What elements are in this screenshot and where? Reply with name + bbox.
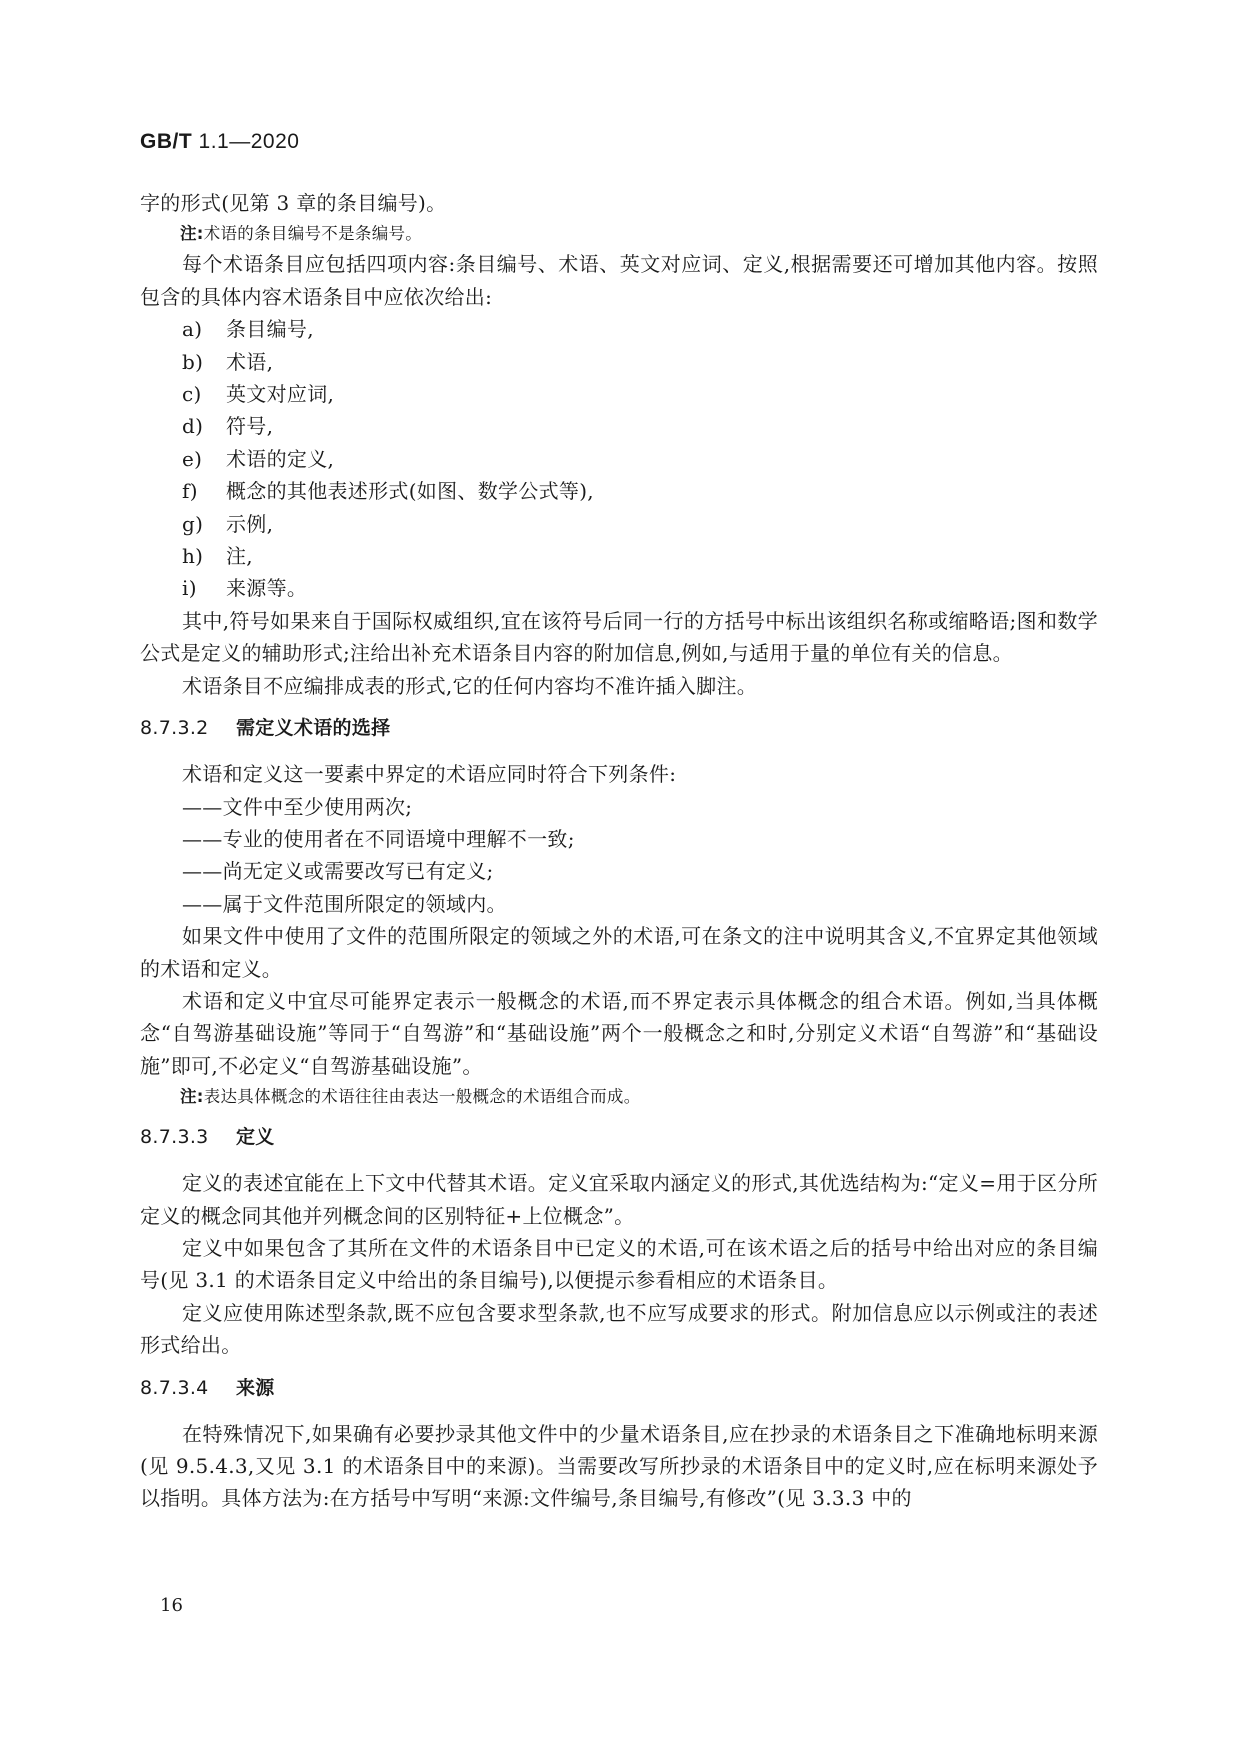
- list-item-text: 来源等。: [226, 576, 308, 601]
- list-item: [140, 410, 1098, 442]
- list-item: [140, 475, 1098, 507]
- note: [140, 1082, 1098, 1111]
- list-item-text: 条目编号,: [226, 317, 314, 342]
- standard-code: GB/T: [140, 130, 193, 153]
- section-heading: [140, 1372, 1098, 1404]
- paragraph: 定义中如果包含了其所在文件的术语条目中已定义的术语,可在该术语之后的括号中给出对应的条目编号(见 3.1 的术语条目定义中给出的条目编号),以便提示参看相应的术语条目。: [140, 1235, 1098, 1293]
- list-item: [140, 443, 1098, 475]
- section-number: 8.7.3.3: [140, 1126, 209, 1149]
- section-title: 定义: [236, 1126, 275, 1149]
- list-marker: e): [182, 446, 203, 471]
- standard-number: 1.1—2020: [198, 130, 300, 153]
- document-body: [140, 187, 1098, 1515]
- section-number: 8.7.3.4: [140, 1376, 209, 1399]
- list-marker: b): [182, 349, 204, 374]
- paragraph: 定义应使用陈述型条款,既不应包含要求型条款,也不应写成要求的形式。附加信息应以示例或注的表述形式给出。: [140, 1300, 1098, 1358]
- section-heading: [140, 1121, 1098, 1153]
- section-title: 需定义术语的选择: [236, 717, 391, 740]
- list-marker: h): [182, 544, 204, 569]
- note-label: 注:: [180, 224, 204, 244]
- list-item: [140, 378, 1098, 410]
- paragraph: 定义的表述宜能在上下文中代替其术语。定义宜采取内涵定义的形式,其优选结构为:“定义=用于区分所定义的概念同其他并列概念间的区别特征+上位概念”。: [140, 1171, 1098, 1228]
- list-marker: c): [182, 382, 202, 407]
- note-label: 注:: [180, 1087, 204, 1107]
- paragraph: 术语和定义中宜尽可能界定表示一般概念的术语,而不界定表示具体概念的组合术语。例如,当具体概念“自驾游基础设施”等同于“自驾游”和“基础设施”两个一般概念之和时,分别定义术语“自驾游”和“基础设施”即可,不必定义“自驾游基础设施”。: [140, 988, 1098, 1078]
- note-text: 表达具体概念的术语往往由表达一般概念的术语组合而成。: [203, 1087, 641, 1107]
- list-item: ——专业的使用者在不同语境中理解不一致;: [182, 826, 575, 851]
- list-item: ——属于文件范围所限定的领域内。: [182, 891, 507, 916]
- list-marker: d): [182, 414, 204, 439]
- note: [140, 219, 1098, 248]
- list-item-text: 注,: [226, 544, 253, 569]
- list-item-text: 概念的其他表述形式(如图、数学公式等),: [226, 479, 594, 504]
- paragraph: 术语条目不应编排成表的形式,它的任何内容均不准许插入脚注。: [182, 673, 758, 698]
- list-item-text: 符号,: [226, 414, 274, 439]
- list-item: ——尚无定义或需要改写已有定义;: [182, 859, 494, 884]
- list-marker: a): [182, 317, 203, 342]
- list-item-text: 术语的定义,: [226, 446, 335, 471]
- list-item: [140, 313, 1098, 345]
- list-item: [140, 346, 1098, 378]
- paragraph: 字的形式(见第 3 章的条目编号)。: [140, 191, 447, 215]
- paragraph: 其中,符号如果来自于国际权威组织,宜在该符号后同一行的方括号中标出该组织名称或缩略语;图和数学公式是定义的辅助形式;注给出补充术语条目内容的附加信息,例如,与适用于量的单位有关的信息。: [140, 608, 1098, 666]
- list-item: [140, 572, 1098, 604]
- list-marker: i): [182, 576, 197, 601]
- paragraph: 每个术语条目应包括四项内容:条目编号、术语、英文对应词、定义,根据需要还可增加其他内容。按照包含的具体内容术语条目中应依次给出:: [140, 252, 1098, 309]
- running-header: [140, 130, 299, 154]
- list-item-text: 术语,: [226, 349, 274, 374]
- section-number: 8.7.3.2: [140, 717, 209, 740]
- paragraph: 如果文件中使用了文件的范围所限定的领域之外的术语,可在条文的注中说明其含义,不宜界定其他领域的术语和定义。: [140, 924, 1098, 981]
- paragraph: 术语和定义这一要素中界定的术语应同时符合下列条件:: [182, 762, 677, 787]
- list-item: [140, 508, 1098, 540]
- section-title: 来源: [236, 1376, 275, 1399]
- note-text: 术语的条目编号不是条编号。: [203, 224, 423, 244]
- section-heading: [140, 712, 1098, 744]
- paragraph: 在特殊情况下,如果确有必要抄录其他文件中的少量术语条目,应在抄录的术语条目之下准确地标明来源(见 9.5.4.3,又见 3.1 的术语条目中的来源)。当需要改写所抄录的术语条目中的定义时,应在标明来源处予以指明。具体方法为:在方括号中写明“来源:文件编号,条目编号,有修改”(见 3.3.3 中的: [140, 1421, 1098, 1511]
- list-item: [140, 540, 1098, 572]
- list-marker: f): [182, 479, 198, 504]
- enumerated-list: [140, 313, 1098, 605]
- list-item-text: 英文对应词,: [226, 382, 335, 407]
- list-item-text: 示例,: [226, 511, 274, 536]
- page-number: 16: [160, 1595, 183, 1616]
- list-marker: g): [182, 511, 204, 536]
- dash-list: [140, 791, 1098, 921]
- list-item: ——文件中至少使用两次;: [182, 794, 413, 819]
